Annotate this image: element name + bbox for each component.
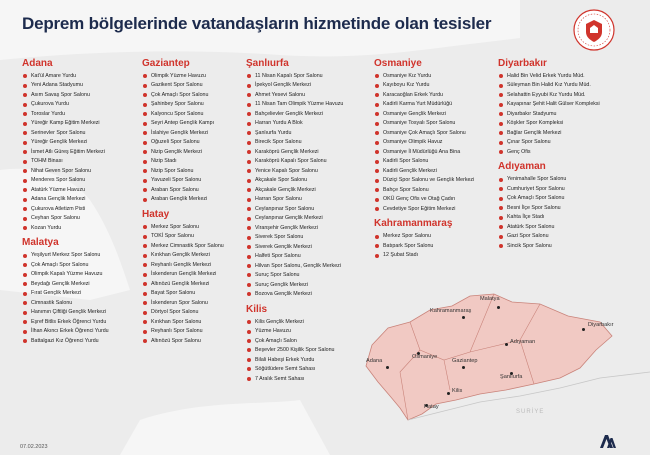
map-city-label: Kahramanmaraş [430,308,472,314]
list-item: Harran Spor Salonu [246,196,368,203]
map-city-label: Kilis [452,388,463,394]
list-item: Harran Yurdu A Blok [246,120,368,127]
city-dot [386,366,389,369]
section-title: Kilis [246,303,268,315]
city-dot [582,328,585,331]
list-item: Besni İlçe Spor Salonu [498,205,638,212]
list-item: Şahinbey Spor Salonu [142,101,240,108]
list-item: Şanlıurfa Yurdu [246,130,368,137]
column-1 [22,58,140,350]
list-item: Karacaoğlan Erkek Yurdu [374,92,486,99]
column-4 [374,58,486,265]
section-title: Gaziantep [142,58,190,69]
list-item: Yüzme Havuzu [246,328,368,335]
section-title: Diyarbakır [498,58,547,69]
section-adiyaman [498,161,638,249]
list-item: 11 Nisan Kapalı Spor Salonu [246,73,368,80]
list-item: Osmaniye Kız Yurdu [374,73,486,80]
section-title: Osmaniye [374,58,422,69]
list-item: Beydağı Gençlik Merkezi [22,281,140,288]
list-item: Söğütlüdere Semt Sahası [246,366,368,373]
list-item: Suruç Gençlik Merkezi [246,282,368,289]
map-city-label: Gaziantep [452,358,478,364]
ministry-emblem-icon [572,8,616,52]
list-item: Kadirli Spor Salonu [374,158,486,165]
list-item: Hanımın Çiftliği Gençlik Merkezi [22,309,140,316]
map-city-label: Osmaniye [412,354,438,360]
list-item: Osmaniye İl Müdürlüğü Ana Bina [374,149,486,156]
list-item: Cumhuriyet Spor Salonu [498,186,638,193]
list-item: Bağlar Gençlik Merkezi [498,130,638,137]
list-item: Reyhanlı Gençlik Merkezi [142,262,240,269]
date-label: 07.02.2023 [20,444,48,450]
list-item: İskenderun Gençlik Merkezi [142,271,240,278]
list-item: Bayat Spor Salonu [142,290,240,297]
list-item: Kayapınar Şehit Halit Gülser Kompleksi [498,101,638,108]
list-item: Yavuzeli Spor Salonu [142,177,240,184]
section-kilis [246,304,368,383]
list-item: Fırat Gençlik Merkezi [22,290,140,297]
list-item: Bozova Gençlik Merkezi [246,291,368,298]
list-item: Eşref Bitlis Erkek Öğrenci Yurdu [22,319,140,326]
list-item: Köşkler Spor Kompleksi [498,120,638,127]
list-item: Akçakale Spor Salonu [246,177,368,184]
list-item: İlhan Akıncı Erkek Öğrenci Yurdu [22,328,140,335]
list-item: Nizip Spor Salonu [142,168,240,175]
list-item: Asım Savaş Spor Salonu [22,92,140,99]
list-item: Olimpik Yüzme Havuzu [142,73,240,80]
list-item: Yenice Kapalı Spor Salonu [246,168,368,175]
list-item: Altınözü Gençlik Merkezi [142,281,240,288]
list-item: Nizip Stadı [142,158,240,165]
list-item: Çınar Spor Salonu [498,139,638,146]
list-item: Gazikent Spor Salonu [142,82,240,89]
list-item: Nizip Gençlik Merkezi [142,149,240,156]
city-dot [462,366,465,369]
list-item: TOHM Binası [22,158,140,165]
aa-logo-icon [598,432,618,450]
list-item: Kırıkhan Gençlik Merkezi [142,252,240,259]
list-item: 11 Nisan Tam Olimpik Yüzme Havuzu [246,101,368,108]
list-item: Toroslar Yurdu [22,111,140,118]
map-city-label: Hatay [424,404,439,410]
map-city-label: Adıyaman [510,339,536,345]
list-item: Gazi Spor Salonu [498,233,638,240]
list-item: Osmaniye Gençlik Merkezi [374,111,486,118]
list-item: Yeşilyurt Merkez Spor Salonu [22,252,140,259]
section-title: Hatay [142,208,170,220]
list-item: Bilali Habeşi Erkek Yurdu [246,357,368,364]
list-item: İpekyol Gençlik Merkezi [246,82,368,89]
list-item: Kilis Gençlik Merkezi [246,319,368,326]
list-item: Siverek Spor Salonu [246,234,368,241]
list-item: Suruç Spor Salonu [246,272,368,279]
list-item: Diyarbakır Stadyumu [498,111,638,118]
section-title: Malatya [22,237,59,249]
list-item: Viranşehir Gençlik Merkezi [246,225,368,232]
list-item: Merkez Spor Salonu [374,233,486,240]
map-city-label: Şanlıurfa [500,374,523,380]
list-item: Çok Amaçlı Salon [246,338,368,345]
list-item: 7 Aralık Semt Sahası [246,376,368,383]
list-item: Genç Ofis [498,149,638,156]
list-item: Yüreğir Kamp Eğitim Merkezi [22,120,140,127]
section-kahramanmaras [374,218,486,259]
map-city-label: Adana [366,358,383,364]
list-item: Adana Gençlik Merkezi [22,196,140,203]
list-item: Kadirli Karma Yurt Müdürlüğü [374,101,486,108]
list-item: Çok Amaçlı Spor Salonu [498,195,638,202]
list-item: Karaköprü Gençlik Merkezi [246,149,368,156]
list-item: Osmaniye Çok Amaçlı Spor Salonu [374,130,486,137]
list-item: Birecik Spor Salonu [246,139,368,146]
list-item: İsmet Atlı Güreş Eğitim Merkezi [22,149,140,156]
list-item: Osmaniye Tosyalı Spor Salonu [374,120,486,127]
country-label: SURİYE [516,409,545,415]
list-item: Reyhanlı Spor Salonu [142,328,240,335]
list-item: Merkez Cimnastik Spor Salonu [142,243,240,250]
list-item: Kadirli Gençlik Merkezi [374,168,486,175]
list-item: Nihat Geven Spor Salonu [22,168,140,175]
list-item: Çukurova Atletizm Pisti [22,206,140,213]
section-title: Adana [22,58,53,69]
list-item: Osmaniye Olimpik Havuz [374,139,486,146]
list-item: Cevdetiye Spor Eğitim Merkezi [374,206,486,213]
list-item: İskenderun Spor Salonu [142,300,240,307]
list-item: Kırıkhan Spor Salonu [142,319,240,326]
list-item: Düziçi Spor Salonu ve Gençlik Merkezi [374,177,486,184]
section-title: Kahramanmaraş [374,218,453,230]
section-diyarbakir [498,58,638,155]
column-2 [142,58,240,350]
list-item: Kat'ül Amare Yurdu [22,73,140,80]
list-item: Halid Bin Velid Erkek Yurdu Müd. [498,73,638,80]
list-item: TOKİ Spor Salonu [142,233,240,240]
list-item: Ceylanpınar Spor Salonu [246,206,368,213]
column-3 [246,58,368,388]
map-city-label: Diyarbakır [588,322,614,328]
list-item: Kalyoncu Spor Salonu [142,111,240,118]
list-item: Selahattin Eyyubi Kız Yurdu Müd. [498,92,638,99]
list-item: Battalgazi Kız Öğrenci Yurdu [22,338,140,345]
list-item: Ceylanpınar Gençlik Merkezi [246,215,368,222]
section-gaziantep [142,58,240,203]
section-title: Adıyaman [498,161,546,173]
list-item: İslahiye Gençlik Merkezi [142,130,240,137]
list-item: Çok Amaçlı Spor Salonu [22,262,140,269]
list-item: Çukurova Yurdu [22,101,140,108]
list-item: Altınözü Spor Salonu [142,338,240,345]
list-item: 12 Şubat Stadı [374,252,486,259]
list-item: Ahmet Yesevi Salonu [246,92,368,99]
city-dot [505,343,508,346]
section-osmaniye [374,58,486,212]
list-item: Kozan Yurdu [22,225,140,232]
list-item: Kayıboyu Kız Yurdu [374,82,486,89]
list-item: Sincik Spor Salonu [498,243,638,250]
list-item: OKÜ Genç Ofis ve Otağ Çadırı [374,196,486,203]
list-item: Seyri Antep Gençlik Kampı [142,120,240,127]
section-title: Şanlıurfa [246,58,289,69]
column-5 [498,58,638,255]
list-item: Siverek Gençlik Merkezi [246,244,368,251]
list-item: Cimnastik Salonu [22,300,140,307]
list-item: Araban Spor Salonu [142,187,240,194]
list-item: Merkez Spor Salonu [142,224,240,231]
city-dot [462,316,465,319]
list-item: Yenimahalle Spor Salonu [498,176,638,183]
list-item: Bahçe Spor Salonu [374,187,486,194]
list-item: Serinevler Spor Salonu [22,130,140,137]
list-item: Bahçelievler Gençlik Merkezi [246,111,368,118]
list-item: Ceyhan Spor Salonu [22,215,140,222]
list-item: Kahta İlçe Stadı [498,214,638,221]
city-dot [497,306,500,309]
list-item: Süleyman Bin Halid Kız Yurdu Müd. [498,82,638,89]
section-sanliurfa [246,58,368,298]
list-item: Araban Gençlik Merkezi [142,196,240,203]
city-dot [447,392,450,395]
list-item: Olimpik Kapalı Yüzme Havuzu [22,271,140,278]
list-item: Menderes Spor Salonu [22,177,140,184]
list-item: Akçakale Gençlik Merkezi [246,187,368,194]
list-item: Yeni Adana Stadyumu [22,82,140,89]
list-item: Hilvan Spor Salonu, Gençlik Merkezi [246,263,368,270]
page-title: Deprem bölgelerinde vatandaşların hizmetinde olan tesisler [22,14,492,33]
list-item: Atatürk Spor Salonu [498,224,638,231]
list-item: Çok Amaçlı Spor Salonu [142,92,240,99]
list-item: Oğuzeli Spor Salonu [142,139,240,146]
list-item: Dörtyol Spor Salonu [142,309,240,316]
list-item: Yüreğir Gençlik Merkezi [22,139,140,146]
list-item: Atatürk Yüzme Havuzu [22,187,140,194]
list-item: Batıpark Spor Salonu [374,243,486,250]
list-item: Karaköprü Kapalı Spor Salonu [246,158,368,165]
section-adana [22,58,140,231]
map-city-label: Malatya [480,296,500,302]
section-hatay [142,209,240,344]
section-malatya [22,237,140,344]
list-item: Halfeti Spor Salonu [246,253,368,260]
list-item: Beşevler 2500 Kişilik Spor Salonu [246,347,368,354]
